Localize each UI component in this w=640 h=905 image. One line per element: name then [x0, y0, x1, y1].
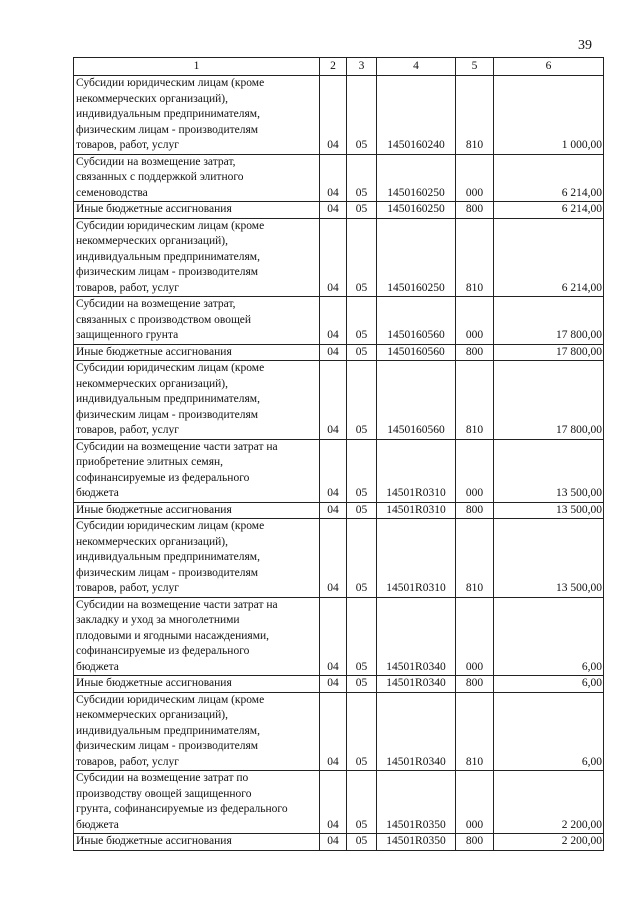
row-subsection-code: 05: [347, 154, 377, 202]
row-target-article-code: 14501R0350: [377, 771, 456, 834]
row-target-article-code: 1450160250: [377, 154, 456, 202]
header-cell-5: 5: [456, 58, 494, 76]
row-section-code: 04: [320, 361, 347, 440]
row-subsection-code: 05: [347, 771, 377, 834]
row-subsection-code: 05: [347, 519, 377, 598]
row-amount: 1 000,00: [494, 76, 604, 155]
row-subsection-code: 05: [347, 297, 377, 345]
row-subsection-code: 05: [347, 676, 377, 693]
row-section-code: 04: [320, 597, 347, 676]
row-amount: 6,00: [494, 692, 604, 771]
row-description: Субсидии юридическим лицам (кроме некоммерческих организаций), индивидуальным предпринимателям, физическим лицам - производителям товаров, работ, услуг: [74, 76, 320, 155]
row-section-code: 04: [320, 344, 347, 361]
table-row: [74, 771, 604, 834]
row-section-code: 04: [320, 202, 347, 219]
table-row: [74, 344, 604, 361]
row-description: Иные бюджетные ассигнования: [74, 676, 320, 693]
header-cell-3: 3: [347, 58, 377, 76]
header-cell-6: 6: [494, 58, 604, 76]
row-description: Субсидии на возмещение затрат по производству овощей защищенного грунта, софинансируемые из федерального бюджета: [74, 771, 320, 834]
row-section-code: 04: [320, 154, 347, 202]
header-cell-1: 1: [74, 58, 320, 76]
row-amount: 6,00: [494, 676, 604, 693]
row-target-article-code: 1450160560: [377, 297, 456, 345]
row-section-code: 04: [320, 76, 347, 155]
table-row: [74, 676, 604, 693]
row-target-article-code: 14501R0310: [377, 519, 456, 598]
row-expense-type-code: 810: [456, 76, 494, 155]
table-row: [74, 519, 604, 598]
row-subsection-code: 05: [347, 597, 377, 676]
page-number: 39: [578, 38, 592, 53]
row-description: Иные бюджетные ассигнования: [74, 202, 320, 219]
table-header-row: [74, 58, 604, 76]
table-row: [74, 361, 604, 440]
row-amount: 2 200,00: [494, 834, 604, 851]
row-subsection-code: 05: [347, 361, 377, 440]
row-subsection-code: 05: [347, 692, 377, 771]
row-expense-type-code: 800: [456, 502, 494, 519]
row-amount: 17 800,00: [494, 361, 604, 440]
row-expense-type-code: 800: [456, 834, 494, 851]
row-section-code: 04: [320, 502, 347, 519]
row-description: Субсидии на возмещение затрат, связанных с производством овощей защищенного грунта: [74, 297, 320, 345]
row-amount: 17 800,00: [494, 297, 604, 345]
row-expense-type-code: 000: [456, 439, 494, 502]
table-row: [74, 439, 604, 502]
table-row: [74, 692, 604, 771]
row-section-code: 04: [320, 771, 347, 834]
row-expense-type-code: 000: [456, 771, 494, 834]
row-amount: 6 214,00: [494, 218, 604, 297]
row-expense-type-code: 810: [456, 692, 494, 771]
row-target-article-code: 14501R0340: [377, 676, 456, 693]
row-expense-type-code: 000: [456, 297, 494, 345]
row-description: Субсидии на возмещение части затрат на закладку и уход за многолетними плодовыми и ягодными насаждениями, софинансируемые из федерального бюджета: [74, 597, 320, 676]
row-target-article-code: 14501R0310: [377, 502, 456, 519]
row-subsection-code: 05: [347, 344, 377, 361]
row-description: Субсидии юридическим лицам (кроме некоммерческих организаций), индивидуальным предпринимателям, физическим лицам - производителям товаров, работ, услуг: [74, 218, 320, 297]
row-target-article-code: 14501R0350: [377, 834, 456, 851]
table-row: [74, 154, 604, 202]
row-description: Иные бюджетные ассигнования: [74, 344, 320, 361]
row-target-article-code: 1450160560: [377, 344, 456, 361]
row-subsection-code: 05: [347, 502, 377, 519]
row-expense-type-code: 810: [456, 361, 494, 440]
row-target-article-code: 1450160250: [377, 202, 456, 219]
table-row: [74, 297, 604, 345]
row-expense-type-code: 810: [456, 218, 494, 297]
row-section-code: 04: [320, 692, 347, 771]
row-subsection-code: 05: [347, 218, 377, 297]
row-amount: 6 214,00: [494, 202, 604, 219]
table-row: [74, 834, 604, 851]
table-row: [74, 76, 604, 155]
row-expense-type-code: 000: [456, 597, 494, 676]
row-subsection-code: 05: [347, 834, 377, 851]
header-cell-2: 2: [320, 58, 347, 76]
row-subsection-code: 05: [347, 76, 377, 155]
row-amount: 6 214,00: [494, 154, 604, 202]
row-target-article-code: 14501R0340: [377, 692, 456, 771]
row-subsection-code: 05: [347, 202, 377, 219]
row-description: Иные бюджетные ассигнования: [74, 834, 320, 851]
row-amount: 6,00: [494, 597, 604, 676]
row-target-article-code: 1450160240: [377, 76, 456, 155]
row-section-code: 04: [320, 519, 347, 598]
row-section-code: 04: [320, 439, 347, 502]
row-target-article-code: 14501R0340: [377, 597, 456, 676]
row-expense-type-code: 800: [456, 676, 494, 693]
table-row: [74, 218, 604, 297]
row-description: Субсидии юридическим лицам (кроме некоммерческих организаций), индивидуальным предпринимателям, физическим лицам - производителям товаров, работ, услуг: [74, 692, 320, 771]
row-amount: 13 500,00: [494, 519, 604, 598]
table-row: [74, 597, 604, 676]
row-target-article-code: 14501R0310: [377, 439, 456, 502]
row-expense-type-code: 800: [456, 344, 494, 361]
row-target-article-code: 1450160560: [377, 361, 456, 440]
table-row: [74, 502, 604, 519]
row-description: Субсидии на возмещение затрат, связанных с поддержкой элитного семеноводства: [74, 154, 320, 202]
row-amount: 13 500,00: [494, 439, 604, 502]
header-cell-4: 4: [377, 58, 456, 76]
row-expense-type-code: 800: [456, 202, 494, 219]
table-row: [74, 202, 604, 219]
budget-table: [73, 57, 604, 851]
row-description: Субсидии юридическим лицам (кроме некоммерческих организаций), индивидуальным предпринимателям, физическим лицам - производителям товаров, работ, услуг: [74, 361, 320, 440]
row-amount: 2 200,00: [494, 771, 604, 834]
row-description: Субсидии на возмещение части затрат на приобретение элитных семян, софинансируемые из федерального бюджета: [74, 439, 320, 502]
row-amount: 13 500,00: [494, 502, 604, 519]
row-section-code: 04: [320, 676, 347, 693]
row-section-code: 04: [320, 297, 347, 345]
row-description: Иные бюджетные ассигнования: [74, 502, 320, 519]
row-target-article-code: 1450160250: [377, 218, 456, 297]
row-subsection-code: 05: [347, 439, 377, 502]
row-section-code: 04: [320, 834, 347, 851]
row-amount: 17 800,00: [494, 344, 604, 361]
row-expense-type-code: 000: [456, 154, 494, 202]
row-section-code: 04: [320, 218, 347, 297]
row-expense-type-code: 810: [456, 519, 494, 598]
row-description: Субсидии юридическим лицам (кроме некоммерческих организаций), индивидуальным предпринимателям, физическим лицам - производителям товаров, работ, услуг: [74, 519, 320, 598]
